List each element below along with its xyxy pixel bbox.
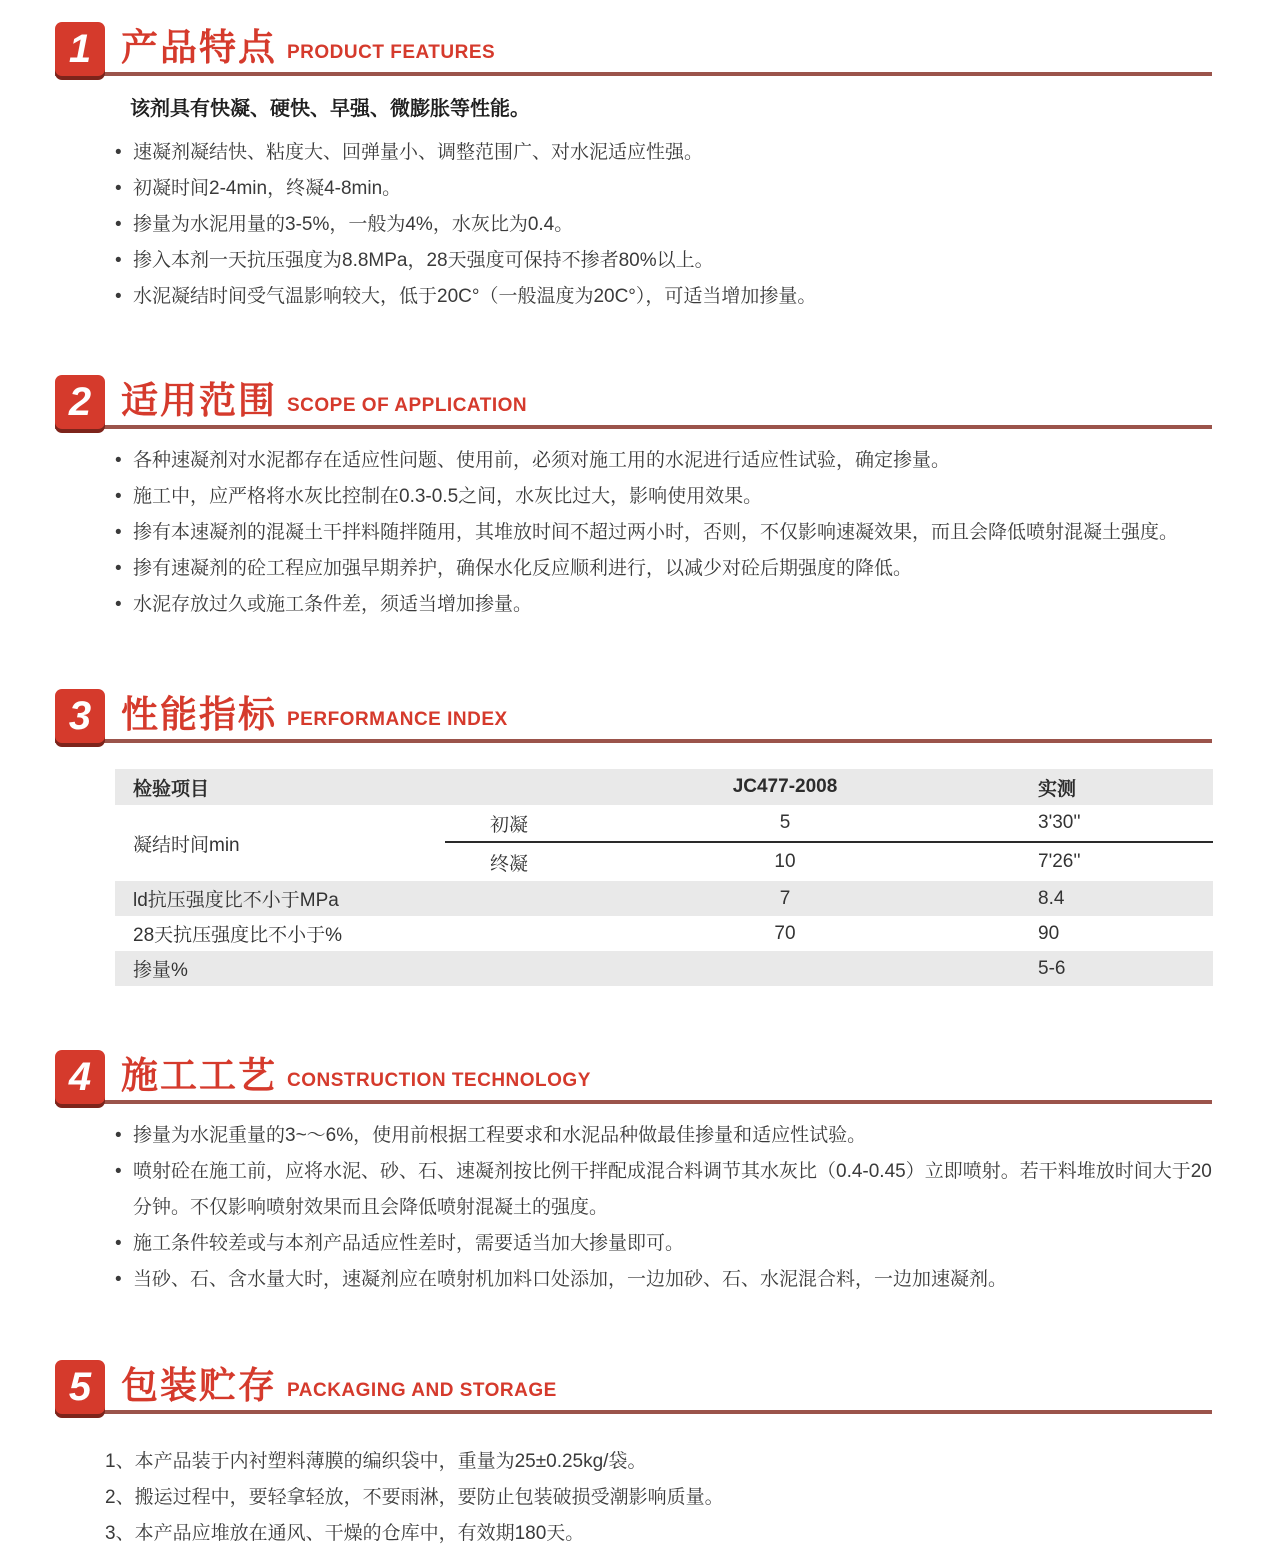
list-item: • 掺有本速凝剂的混凝土干拌料随拌随用，其堆放时间不超过两小时，否则，不仅影响速凝效果，而且会降低喷射混凝土强度。 xyxy=(115,515,1225,551)
row-standard: 70 xyxy=(774,922,796,944)
section-subtitle: PRODUCT FEATURES xyxy=(287,42,496,63)
section-header xyxy=(55,373,1212,429)
table-header-row xyxy=(115,769,1213,805)
table-row xyxy=(445,843,1213,881)
section-title: 适用范围 xyxy=(121,380,277,421)
section-subtitle: SCOPE OF APPLICATION xyxy=(287,395,528,416)
list-item: • 掺入本剂一天抗压强度为8.8MPa，28天强度可保持不掺者80%以上。 xyxy=(115,243,1225,279)
setting-time-label: 凝结时间min xyxy=(133,834,240,856)
table-header-item: 检验项目 xyxy=(133,778,210,800)
list-item: • 当砂、石、含水量大时，速凝剂应在喷射机加料口处添加，一边加砂、石、水泥混合料，一边加速凝剂。 xyxy=(115,1262,1225,1298)
list-item: 2、搬运过程中，要轻拿轻放，不要雨淋，要防止包装破损受潮影响质量。 xyxy=(105,1487,724,1508)
section-number-badge: 1 xyxy=(55,22,105,76)
section-packaging-storage xyxy=(0,1358,1280,1552)
list-item: 1、本产品装于内衬塑料薄膜的编织袋中，重量为25±0.25kg/袋。 xyxy=(105,1451,647,1472)
subrow-measured: 7'26'' xyxy=(1038,851,1081,872)
list-item: • 喷射砼在施工前，应将水泥、砂、石、速凝剂按比例干拌配成混合料调节其水灰比（0.4-0.45）立即喷射。若干料堆放时间大于20分钟。不仅影响喷射效果而且会降低喷射混凝土的强度。 xyxy=(115,1154,1225,1226)
list-item: • 水泥凝结时间受气温影响较大，低于20C°（一般温度为20C°），可适当增加掺量。 xyxy=(115,279,1225,315)
table-header-measured: 实测 xyxy=(1038,778,1077,800)
section-number-badge: 3 xyxy=(55,689,105,743)
list-item: • 施工中，应严格将水灰比控制在0.3-0.5之间，水灰比过大，影响使用效果。 xyxy=(115,479,1225,515)
subrow-name: 终凝 xyxy=(490,853,529,875)
section-header xyxy=(55,1358,1212,1414)
section-number-badge: 4 xyxy=(55,1050,105,1104)
list-item: • 掺量为水泥重量的3~～6%，使用前根据工程要求和水泥品种做最佳掺量和适应性试验。 xyxy=(115,1118,1225,1154)
list-item: • 施工条件较差或与本剂产品适应性差时，需要适当加大掺量即可。 xyxy=(115,1226,1225,1262)
subrow-measured: 3'30'' xyxy=(1038,812,1081,833)
row-measured: 8.4 xyxy=(1038,887,1065,909)
packaging-numbered-list xyxy=(105,1444,1225,1552)
row-standard: 7 xyxy=(779,887,791,909)
row-item: ld抗压强度比不小于MPa xyxy=(133,890,339,911)
section-title: 性能指标 xyxy=(121,694,277,735)
section-construction-technology xyxy=(0,1048,1280,1298)
section-product-features xyxy=(0,0,1280,315)
construction-bullet-list xyxy=(115,1118,1225,1298)
section-header xyxy=(55,687,1212,743)
features-intro: 该剂具有快凝、硬快、早强、微膨胀等性能。 xyxy=(130,98,530,120)
list-item: • 水泥存放过久或施工条件差，须适当增加掺量。 xyxy=(115,587,1225,623)
section-subtitle: PACKAGING AND STORAGE xyxy=(287,1380,557,1401)
list-item: • 速凝剂凝结快、粘度大、回弹量小、调整范围广、对水泥适应性强。 xyxy=(115,135,1225,171)
table-header-standard: JC477-2008 xyxy=(732,776,838,797)
table-row xyxy=(445,805,1213,843)
row-measured: 90 xyxy=(1038,922,1060,944)
section-performance-index xyxy=(0,687,1280,986)
table-row-setting-time xyxy=(115,805,1213,881)
section-scope-of-application xyxy=(0,373,1280,623)
row-measured: 5-6 xyxy=(1038,957,1066,979)
table-row xyxy=(115,951,1213,986)
section-title: 包装贮存 xyxy=(121,1365,277,1406)
section-title: 产品特点 xyxy=(121,27,277,68)
scope-bullet-list xyxy=(115,443,1225,623)
section-header xyxy=(55,1048,1212,1104)
section-subtitle: CONSTRUCTION TECHNOLOGY xyxy=(287,1070,591,1091)
row-item: 28天抗压强度比不小于% xyxy=(133,925,343,946)
row-item: 掺量% xyxy=(133,960,188,981)
section-title: 施工工艺 xyxy=(121,1055,277,1096)
subrow-standard: 10 xyxy=(774,851,796,872)
section-header xyxy=(55,20,1212,76)
list-item: • 掺有速凝剂的砼工程应加强早期养护，确保水化反应顺利进行，以减少对砼后期强度的降低。 xyxy=(115,551,1225,587)
table-row xyxy=(115,916,1213,951)
list-item: • 各种速凝剂对水泥都存在适应性问题、使用前，必须对施工用的水泥进行适应性试验，确定掺量。 xyxy=(115,443,1225,479)
section-number-badge: 5 xyxy=(55,1360,105,1414)
section-number-badge: 2 xyxy=(55,375,105,429)
setting-time-subrows xyxy=(445,805,1213,881)
features-bullet-list xyxy=(115,135,1225,315)
performance-table xyxy=(115,769,1213,986)
list-item: • 初凝时间2-4min，终凝4-8min。 xyxy=(115,171,1225,207)
list-item: • 掺量为水泥用量的3-5%，一般为4%，水灰比为0.4。 xyxy=(115,207,1225,243)
section-subtitle: PERFORMANCE INDEX xyxy=(287,709,508,730)
table-row xyxy=(115,881,1213,916)
subrow-name: 初凝 xyxy=(490,814,529,836)
list-item: 3、本产品应堆放在通风、干燥的仓库中，有效期180天。 xyxy=(105,1523,585,1544)
subrow-standard: 5 xyxy=(779,812,791,833)
